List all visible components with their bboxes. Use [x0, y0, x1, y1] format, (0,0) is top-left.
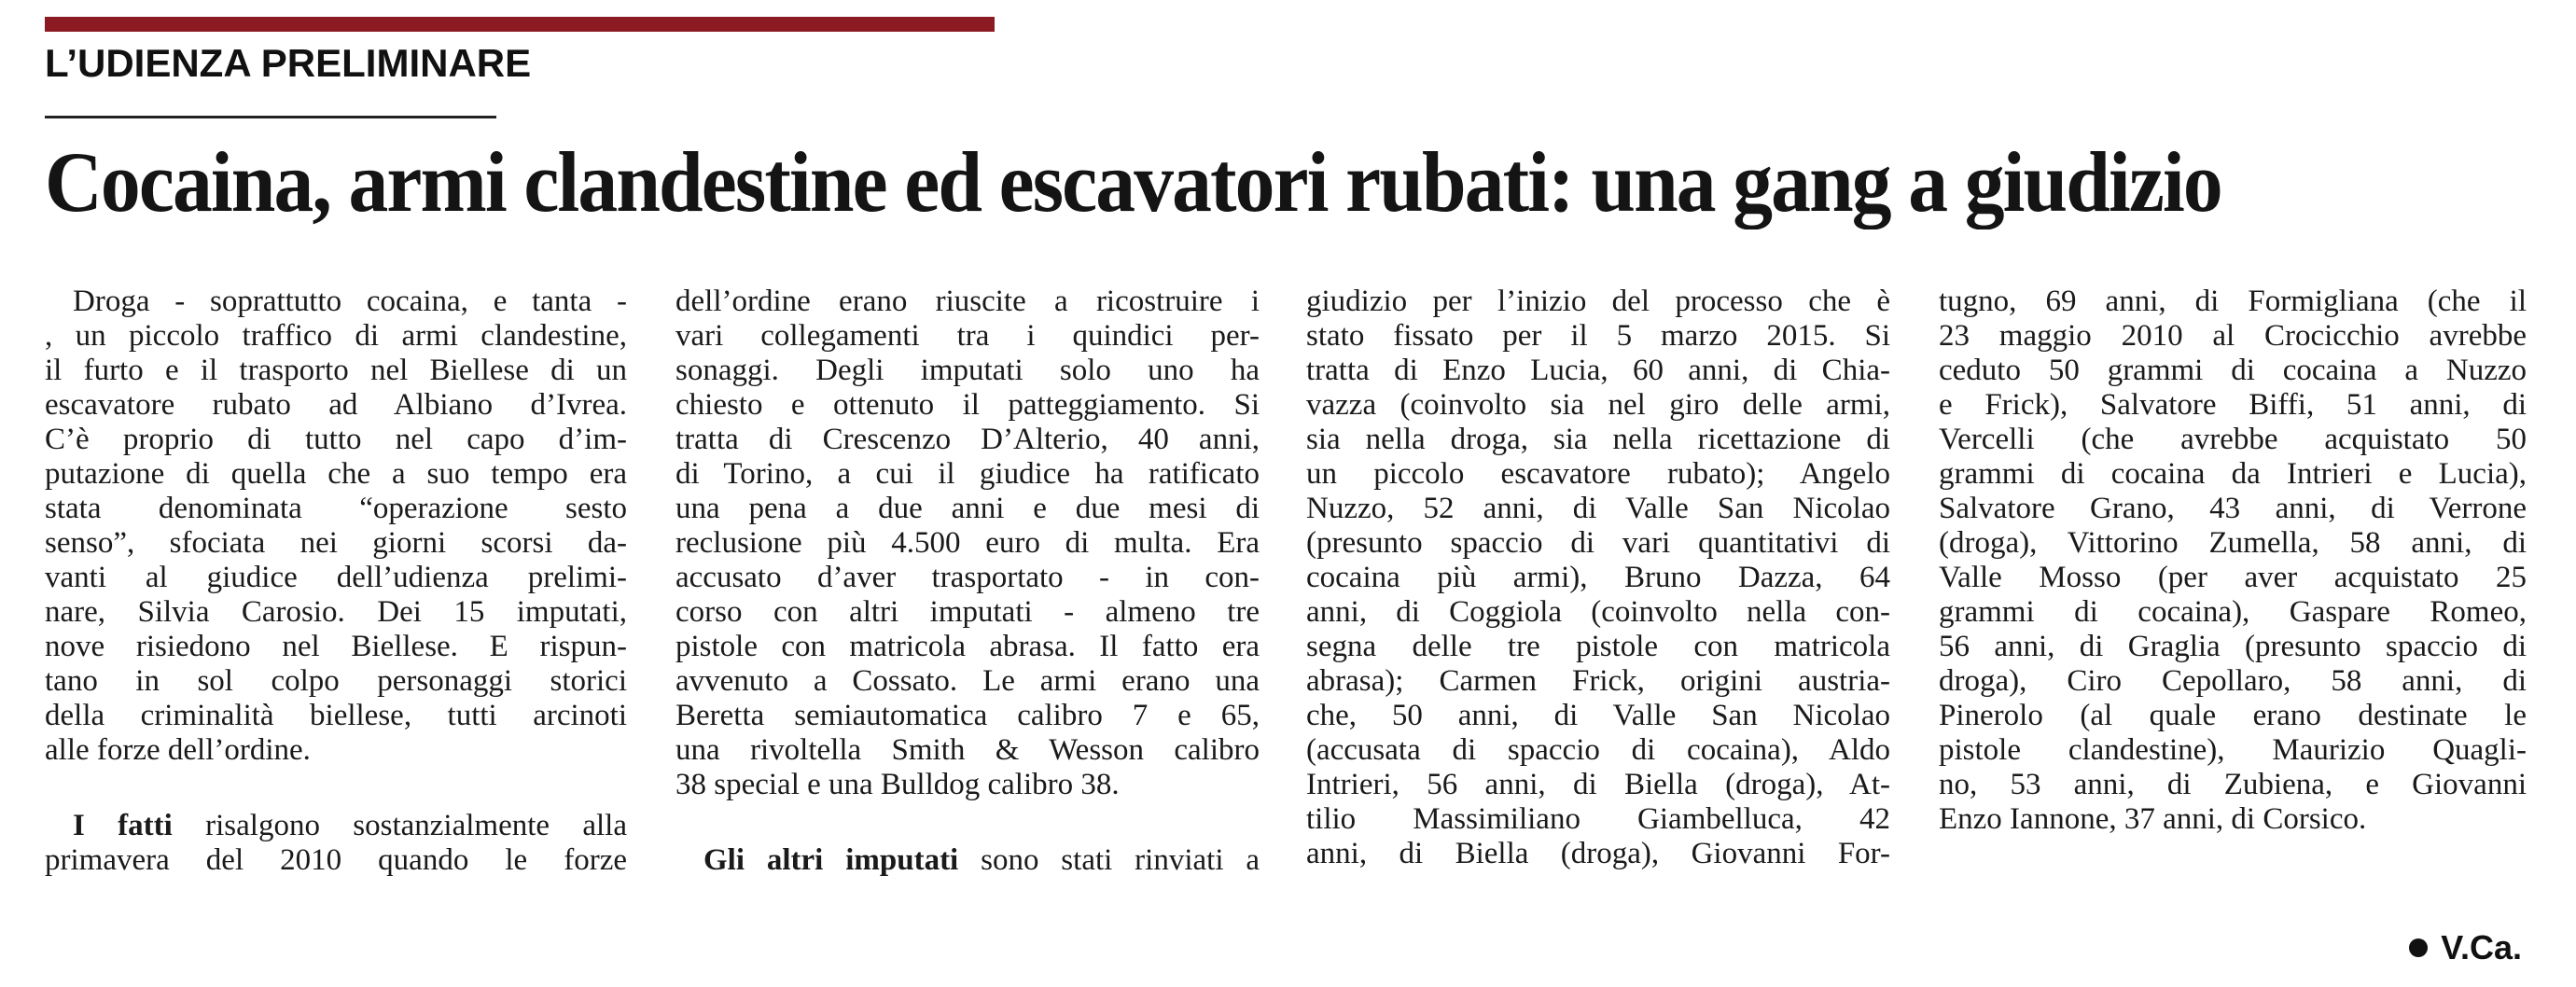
paragraph-gap [45, 768, 627, 809]
text-line: nove risiedono nel Biellese. E rispun- [45, 630, 627, 663]
text-line: anni, di Biella (droga), Giovanni For- [1306, 837, 1890, 870]
line-text: sono stati rinviati a [958, 843, 1260, 877]
text-line: vari collegamenti tra i quindici per- [675, 319, 1260, 353]
paragraph-gap [675, 802, 1260, 843]
text-line: una pena a due anni e due mesi di [675, 492, 1260, 525]
text-line: (accusata di spaccio di cocaina), Aldo [1306, 733, 1890, 767]
signature-text: V.Ca. [2441, 928, 2522, 966]
text-line: grammi di cocaina da Intrieri e Lucia), [1939, 457, 2527, 491]
text-line: di Torino, a cui il giudice ha ratificato [675, 457, 1260, 491]
text-line: 38 special e una Bulldog calibro 38. [675, 768, 1120, 801]
author-signature [2409, 928, 2522, 967]
text-line: tugno, 69 anni, di Formigliana (che il [1939, 285, 2527, 318]
text-line: avvenuto a Cossato. Le armi erano una [675, 664, 1260, 698]
text-line: droga), Ciro Cepollaro, 58 anni, di [1939, 664, 2527, 698]
section-kicker: L’UDIENZA PRELIMINARE [45, 41, 532, 85]
text-line: nare, Silvia Carosio. Dei 15 imputati, [45, 595, 627, 629]
text-line [675, 843, 1260, 878]
text-line: Valle Mosso (per aver acquistato 25 [1939, 561, 2527, 594]
text-line: segna delle tre pistole con matricola [1306, 630, 1890, 663]
text-line: tilio Massimiliano Giambelluca, 42 [1306, 802, 1890, 836]
text-line: stata denominata “operazione sesto [45, 492, 627, 525]
text-line: giudizio per l’inizio del processo che è [1306, 285, 1890, 318]
text-line: , un piccolo traffico di armi clandestine, [45, 319, 627, 353]
text-line: Salvatore Grano, 43 anni, di Verrone [1939, 492, 2527, 525]
text-line: senso”, sfociata nei giorni scorsi da- [45, 526, 627, 560]
article-column-2 [675, 285, 1260, 878]
line-text: risalgono sostanzialmente alla [172, 809, 627, 842]
text-line: sonaggi. Degli imputati solo uno ha [675, 354, 1260, 387]
text-line: un piccolo escavatore rubato); Angelo [1306, 457, 1890, 491]
text-line: escavatore rubato ad Albiano d’Ivrea. [45, 388, 627, 422]
text-line: vanti al giudice dell’udienza prelimi- [45, 561, 627, 594]
text-line [45, 809, 627, 843]
text-line: reclusione più 4.500 euro di multa. Era [675, 526, 1260, 560]
bullet-icon [2409, 938, 2428, 957]
text-line: 23 maggio 2010 al Crocicchio avrebbe [1939, 319, 2527, 353]
text-line: tratta di Crescenzo D’Alterio, 40 anni, [675, 423, 1260, 456]
text-line: stato fissato per il 5 marzo 2015. Si [1306, 319, 1890, 353]
text-line: sia nella droga, sia nella ricettazione di [1306, 423, 1890, 456]
text-line: Droga - soprattutto cocaina, e tanta - [73, 285, 627, 318]
text-line: chiesto e ottenuto il patteggiamento. Si [675, 388, 1260, 422]
text-line: pistole con matricola abrasa. Il fatto era [675, 630, 1260, 663]
kicker-rule [45, 116, 496, 118]
text-line: e Frick), Salvatore Biffi, 51 anni, di [1939, 388, 2527, 422]
text-line: 56 anni, di Graglia (presunto spaccio di [1939, 630, 2527, 663]
text-line: (presunto spaccio di vari quantitativi di [1306, 526, 1890, 560]
text-line: anni, di Coggiola (coinvolto nella con- [1306, 595, 1890, 629]
text-line: Nuzzo, 52 anni, di Valle San Nicolao [1306, 492, 1890, 525]
text-line: Pinerolo (al quale erano destinate le [1939, 699, 2527, 732]
section-color-bar [45, 17, 995, 32]
text-line: Vercelli (che avrebbe acquistato 50 [1939, 423, 2527, 456]
text-line: cocaina più armi), Bruno Dazza, 64 [1306, 561, 1890, 594]
text-line: vazza (coinvolto sia nel giro delle armi, [1306, 388, 1890, 422]
article-column-1 [45, 285, 627, 878]
article-headline: Cocaina, armi clandestine ed escavatori rubati: una gang a giudizio [45, 134, 2221, 229]
text-line: Beretta semiautomatica calibro 7 e 65, [675, 699, 1260, 732]
text-line: Intrieri, 56 anni, di Biella (droga), At- [1306, 768, 1890, 801]
text-line: C’è proprio di tutto nel capo d’im- [45, 423, 627, 456]
text-line: tano in sol colpo personaggi storici [45, 664, 627, 698]
text-line: accusato d’aver trasportato - in con- [675, 561, 1260, 594]
text-line: primavera del 2010 quando le forze [45, 843, 627, 877]
paragraph-lead: I fatti [73, 809, 173, 842]
text-line: il furto e il trasporto nel Biellese di un [45, 354, 627, 387]
text-line: ceduto 50 grammi di cocaina a Nuzzo [1939, 354, 2527, 387]
text-line: (droga), Vittorino Zumella, 58 anni, di [1939, 526, 2527, 560]
paragraph-lead: Gli altri imputati [703, 843, 959, 877]
text-line: che, 50 anni, di Valle San Nicolao [1306, 699, 1890, 732]
text-line: grammi di cocaina), Gaspare Romeo, [1939, 595, 2527, 629]
text-line: una rivoltella Smith & Wesson calibro [675, 733, 1260, 767]
text-line: della criminalità biellese, tutti arcinoti [45, 699, 627, 732]
text-line: pistole clandestine), Maurizio Quagli- [1939, 733, 2527, 767]
text-line: abrasa); Carmen Frick, origini austria- [1306, 664, 1890, 698]
text-line: tratta di Enzo Lucia, 60 anni, di Chia- [1306, 354, 1890, 387]
article-column-3 [1306, 285, 1890, 871]
text-line: Enzo Iannone, 37 anni, di Corsico. [1939, 802, 2367, 836]
text-line: no, 53 anni, di Zubiena, e Giovanni [1939, 768, 2527, 801]
text-line: corso con altri imputati - almeno tre [675, 595, 1260, 629]
text-line: alle forze dell’ordine. [45, 733, 311, 767]
text-line: putazione di quella che a suo tempo era [45, 457, 627, 491]
text-line: dell’ordine erano riuscite a ricostruire i [675, 285, 1260, 318]
article-column-4 [1939, 285, 2527, 837]
